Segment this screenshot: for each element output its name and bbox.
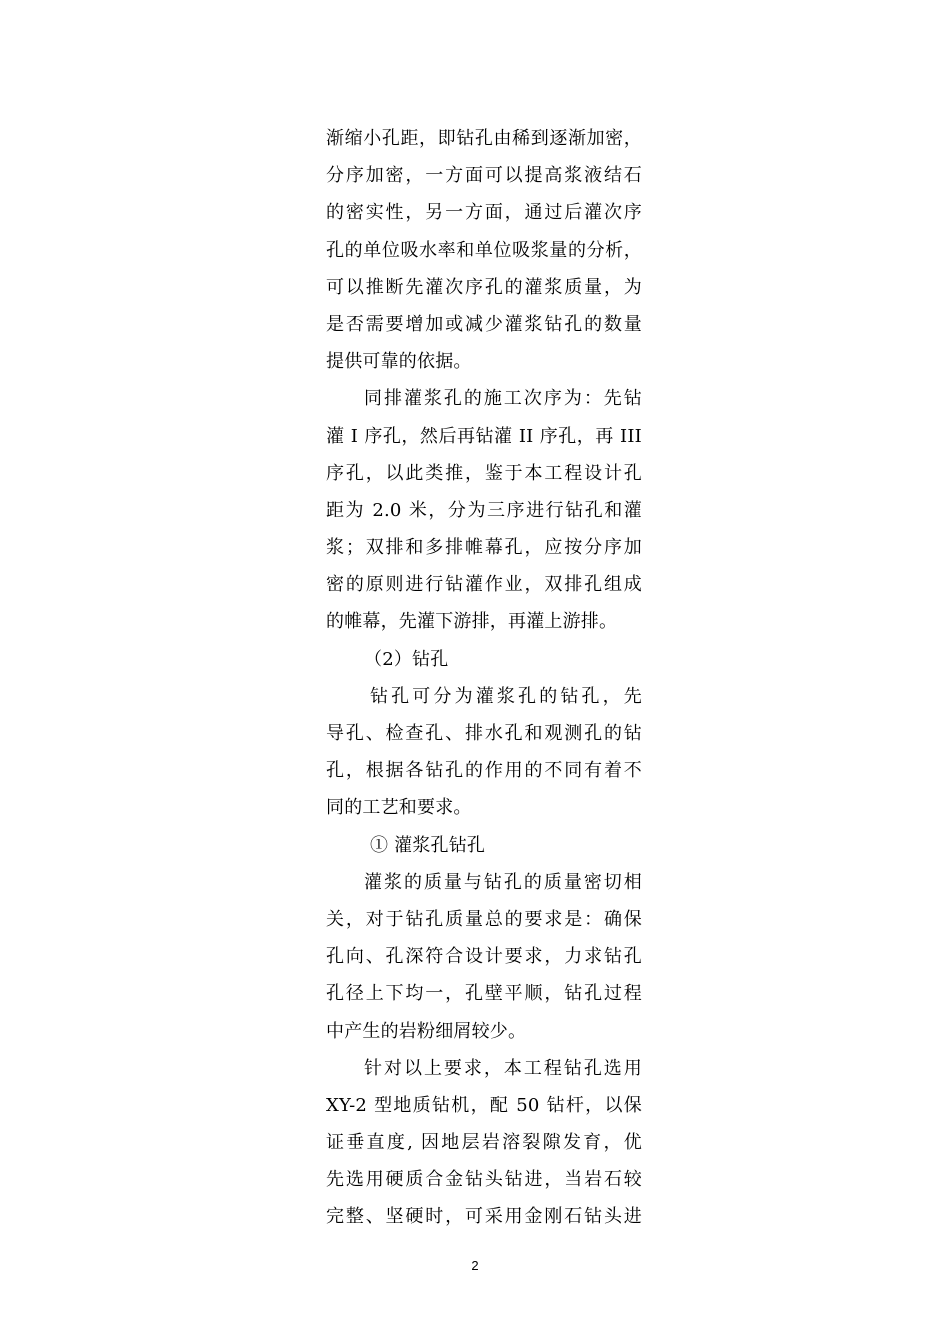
text-line: 导孔、检查孔、排水孔和观测孔的钻 [326, 723, 642, 744]
text-line: 中产生的岩粉细屑较少。 [326, 1020, 527, 1042]
text-line: 灌 I 序孔，然后再钻灌 II 序孔，再 III [326, 425, 642, 447]
paragraph-start-line: 灌浆的质量与钻孔的质量密切相 [364, 871, 642, 893]
text-line: 孔向、孔深符合设计要求，力求钻孔 [326, 946, 642, 968]
text-line: 是否需要增加或减少灌浆钻孔的数量 [326, 313, 642, 335]
paragraph-start-line: 钻孔可分为灌浆孔的钻孔，先 [370, 685, 642, 707]
paragraph-start-line: 针对以上要求，本工程钻孔选用 [364, 1057, 642, 1079]
section-heading: （2）钻孔 [364, 648, 449, 670]
text-line: 渐缩小孔距，即钻孔由稀到逐渐加密， [326, 128, 642, 149]
text-line: 先选用硬质合金钻头钻进，当岩石较 [326, 1169, 642, 1191]
text-line: 分序加密，一方面可以提高浆液结石 [326, 165, 642, 187]
text-line: 可以推断先灌次序孔的灌浆质量，为 [326, 276, 642, 298]
subsection-heading: ① 灌浆孔钻孔 [370, 834, 486, 856]
text-line: 的帷幕，先灌下游排，再灌上游排。 [326, 611, 618, 633]
page-number: 2 [471, 1258, 479, 1273]
body-text [326, 120, 642, 1236]
paragraph-start-line: 同排灌浆孔的施工次序为：先钻 [364, 388, 642, 410]
text-line: 孔的单位吸水率和单位吸浆量的分析， [326, 239, 642, 261]
text-line: 孔径上下均一，孔壁平顺，钻孔过程 [326, 983, 642, 1005]
text-line: 提供可靠的依据。 [326, 351, 472, 373]
text-line: 距为 2.0 米，分为三序进行钻孔和灌 [326, 499, 642, 521]
text-line: 证垂直度, 因地层岩溶裂隙发育，优 [326, 1132, 642, 1154]
text-line: 完整、坚硬时，可采用金刚石钻头进 [326, 1206, 642, 1228]
text-line: XY-2 型地质钻机，配 50 钻杆，以保 [326, 1094, 642, 1116]
text-line: 同的工艺和要求。 [326, 797, 472, 819]
text-line: 密的原则进行钻灌作业，双排孔组成 [326, 574, 642, 596]
text-line: 的密实性，另一方面，通过后灌次序 [326, 202, 642, 224]
text-line: 关，对于钻孔质量总的要求是：确保 [326, 908, 642, 930]
text-line: 序孔，以此类推，鉴于本工程设计孔 [326, 462, 642, 484]
text-line: 孔，根据各钻孔的作用的不同有着不 [326, 760, 642, 782]
text-line: 浆；双排和多排帷幕孔，应按分序加 [326, 537, 642, 559]
